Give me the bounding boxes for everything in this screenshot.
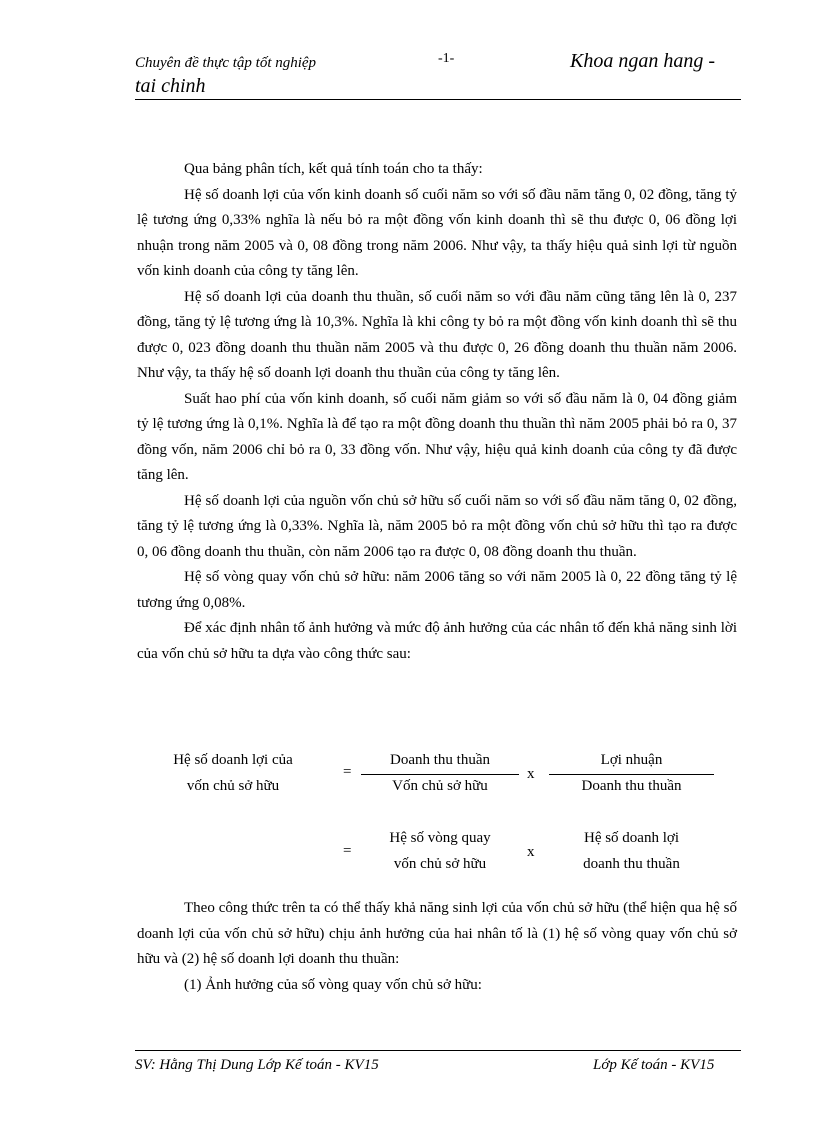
- paragraph: Hệ số doanh lợi của vốn kinh doanh số cuối năm so với số đầu năm tăng 0, 02 đồng, tăng tỷ lệ tương ứng 0,33% nghĩa là nếu bỏ ra một đồng vốn kinh doanh thì sẽ thu được 0, 06 đồng lợi nhuận trong năm 2005 và 0, 08 đồng trong năm 2006. Như vậy, ta thấy hiệu quả sinh lợi từ nguồn vốn kinh doanh của công ty tăng lên.: [137, 186, 737, 279]
- header-rule: [135, 99, 741, 100]
- footer-class: Lớp Kế toán - KV15: [593, 1057, 715, 1073]
- header-faculty-continued: tai chinh: [135, 75, 206, 97]
- paragraph: Hệ số doanh lợi của nguồn vốn chủ sở hữu số cuối năm so với số đầu năm tăng 0, 02 đồng, tăng tỷ lệ tương ứng là 0,33%. Nghĩa là, năm 2005 bỏ ra một đồng vốn chủ sở hữu thì tạo ra được 0, 06 đồng doanh thu thuần, còn năm 2006 tạo ra được 0, 08 đồng doanh thu thuần.: [137, 492, 737, 560]
- page-number: -1-: [438, 51, 455, 66]
- fraction-bar: [361, 774, 519, 775]
- formula-term1-line2: vốn chủ sở hữu: [393, 856, 487, 872]
- footer-rule: [135, 1050, 741, 1051]
- formula-fraction2-denominator: Doanh thu thuần: [581, 778, 682, 794]
- formula-times-2: x: [527, 844, 535, 860]
- fraction-bar: [549, 774, 714, 775]
- formula-fraction1-numerator: Doanh thu thuần: [390, 752, 490, 768]
- formula-equals-2: =: [343, 843, 352, 859]
- paragraph: Hệ số vòng quay vốn chủ sở hữu: năm 2006 tăng so với năm 2005 là 0, 22 đồng tăng tỷ lệ tương ứng 0,08%.: [137, 569, 737, 611]
- paragraph: Suất hao phí của vốn kinh doanh, số cuối năm giảm so với số đầu năm là 0, 04 đồng giảm tỷ lệ tương ứng là 0,1%. Nghĩa là để tạo ra một đồng doanh thu thuần thì năm 2005 phải bỏ ra 0, 37 đồng vốn, năm 2006 chỉ bỏ ra 0, 33 đồng vốn. Như vậy, hiệu quả kinh doanh của công ty đã được tăng lên.: [137, 390, 737, 483]
- paragraph: Theo công thức trên ta có thể thấy khả năng sinh lợi của vốn chủ sở hữu (thể hiện qua hệ số doanh lợi của vốn chủ sở hữu) chịu ảnh hưởng của hai nhân tố là (1) hệ số vòng quay vốn chủ sở hữu và (2) hệ số doanh lợi doanh thu thuần:: [137, 900, 737, 967]
- paragraph: (1) Ảnh hưởng của số vòng quay vốn chủ sở hữu:: [184, 976, 482, 993]
- header-doc-title: Chuyên đề thực tập tốt nghiệp: [135, 55, 317, 71]
- formula-fraction2-numerator: Lợi nhuận: [600, 752, 663, 768]
- formula-lhs-line2: vốn chủ sở hữu: [186, 778, 280, 794]
- paragraph: Qua bảng phân tích, kết quả tính toán cho ta thấy:: [184, 161, 483, 177]
- body-text: [137, 157, 737, 667]
- formula-times-1: x: [527, 766, 535, 782]
- body-text-after-formula: [137, 896, 737, 998]
- paragraph: Hệ số doanh lợi của doanh thu thuần, số cuối năm so với đầu năm cũng tăng lên là 0, 237 đồng, tăng tỷ lệ tương ứng là 10,3%. Nghĩa là khi công ty bỏ ra một đồng vốn kinh doanh thì sẽ thu được 0, 023 đồng doanh thu thuần năm 2005 và thu được 0, 26 đồng doanh thu thuần năm 2006. Như vậy, ta thấy hệ số doanh lợi doanh thu thuần của công ty tăng lên.: [137, 288, 737, 381]
- formula-lhs-line1: Hệ số doanh lợi của: [173, 752, 293, 768]
- paragraph: Để xác định nhân tố ảnh hưởng và mức độ ảnh hưởng của các nhân tố đến khả năng sinh lời của vốn chủ sở hữu ta dựa vào công thức sau:: [137, 620, 737, 662]
- header-faculty: Khoa ngan hang -: [570, 50, 715, 72]
- formula-term2-line1: Hệ số doanh lợi: [583, 830, 679, 846]
- formula-term1-line1: Hệ số vòng quay: [389, 830, 491, 846]
- footer-student: SV: Hằng Thị Dung Lớp Kế toán - KV15: [135, 1057, 379, 1073]
- formula-equals-1: =: [343, 764, 352, 780]
- formula-fraction1-denominator: Vốn chủ sở hữu: [392, 778, 488, 794]
- formula-term2-line2: doanh thu thuần: [583, 856, 680, 872]
